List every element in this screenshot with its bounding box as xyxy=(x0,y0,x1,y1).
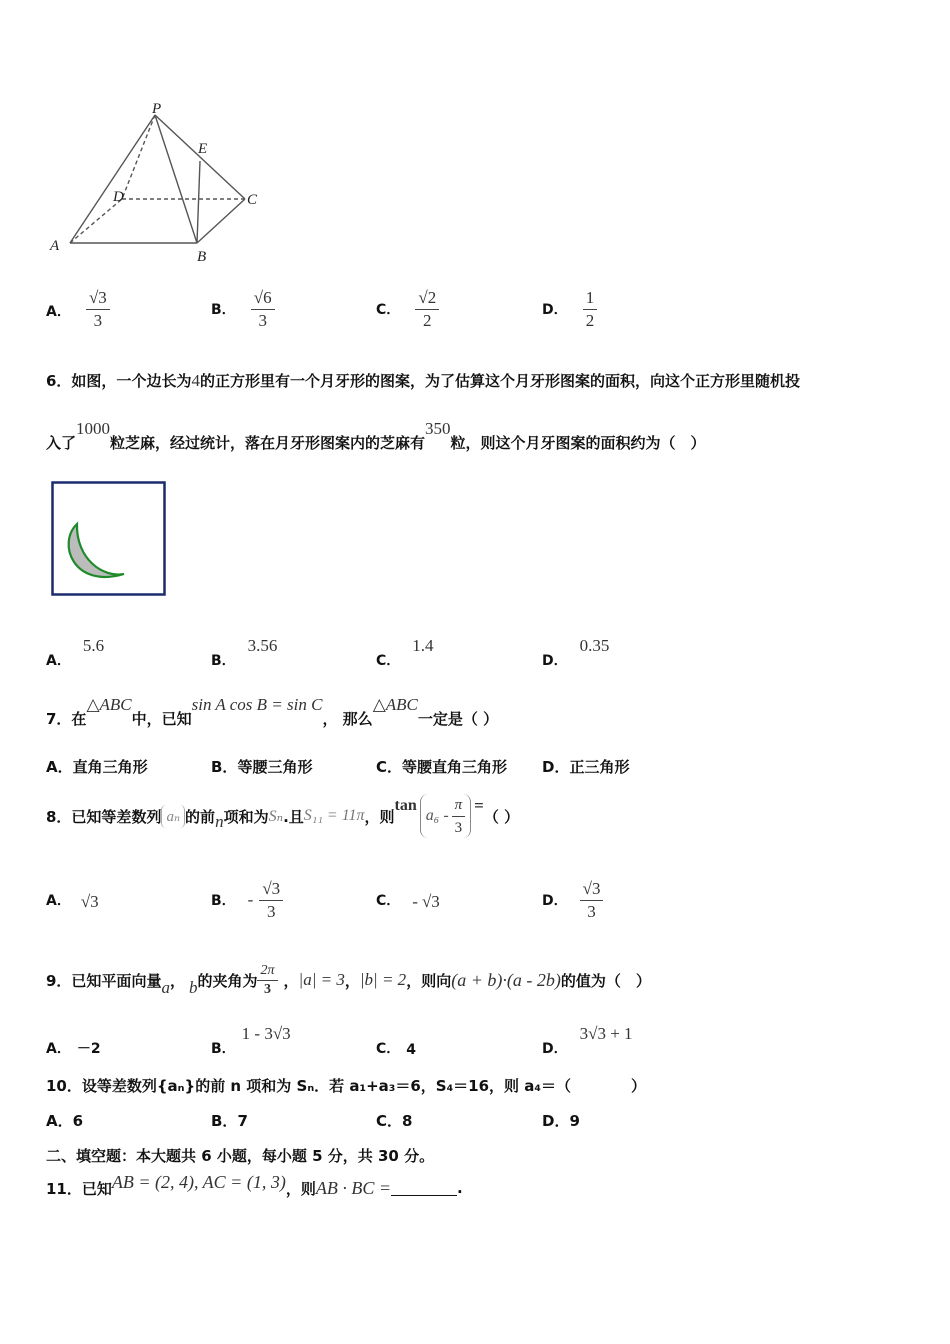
q7-option-a[interactable] xyxy=(46,756,148,777)
option-numerator: √3 xyxy=(86,287,110,310)
q9-text: 的夹角为 xyxy=(197,971,258,990)
q8-three: 3 xyxy=(454,819,463,836)
q9-angle-denominator: 3 xyxy=(263,981,271,997)
label-d: D xyxy=(113,189,124,205)
q8-option-a[interactable] xyxy=(46,874,99,926)
q6-text: 入了 xyxy=(46,434,77,452)
option-value: 等腰三角形 xyxy=(237,758,313,776)
option-value: 6 xyxy=(72,1112,84,1130)
q8-pi: π xyxy=(452,794,466,817)
q8-text: ，则 xyxy=(364,807,395,826)
q8-stem xyxy=(46,792,519,840)
option-value: 9 xyxy=(569,1112,580,1130)
option-letter: B． xyxy=(211,893,236,909)
q8-n: n xyxy=(215,812,224,831)
option-letter: D． xyxy=(542,758,570,776)
q9-option-a[interactable] xyxy=(46,1018,101,1058)
q6-total-seeds: 1000 xyxy=(76,419,111,438)
option-letter: B． xyxy=(211,653,236,669)
option-letter: C． xyxy=(376,653,401,669)
q7-triangle: △ABC xyxy=(86,695,132,714)
option-value: √3 xyxy=(421,892,440,911)
option-denominator: 3 xyxy=(587,901,596,921)
option-value: 7 xyxy=(237,1112,248,1130)
option-denominator: 3 xyxy=(267,901,276,921)
q5-option-b[interactable] xyxy=(211,287,275,332)
option-denominator: 3 xyxy=(93,311,103,330)
q8-option-b[interactable] xyxy=(211,874,283,926)
option-value: 3.56 xyxy=(247,636,278,655)
option-value: 正三角形 xyxy=(569,758,630,776)
q6-text: 的正方形里有一个月牙形的图案，为了估算这个月牙形图案的面积，向这个正方形里随机投 xyxy=(199,372,800,390)
q10-stem: 10．设等差数列{aₙ}的前 n 项和为 Sₙ．若 a₁+a₃＝6，S₄＝16，则 a₄＝（ ） xyxy=(46,1077,646,1095)
option-value: 4 xyxy=(406,1042,417,1058)
option-letter: A． xyxy=(46,893,71,909)
option-letter: B． xyxy=(211,302,236,318)
q6-text: 6．如图，一个边长为 xyxy=(46,372,192,390)
q8-text: 项和为 xyxy=(223,807,269,826)
q9-option-c[interactable] xyxy=(376,1018,416,1058)
q7-text: 一定是（ ） xyxy=(417,710,499,728)
q11-stem xyxy=(46,1170,463,1206)
option-value: 1.4 xyxy=(412,636,434,655)
q11-text: ，则 xyxy=(285,1179,316,1198)
q6-option-b[interactable] xyxy=(211,636,278,669)
q9-option-d[interactable] xyxy=(542,1018,633,1058)
q7-option-b[interactable] xyxy=(211,756,312,777)
option-letter: A． xyxy=(46,653,71,669)
q9-stem: 9．已知平面向量 a ， b 的夹角为 $\frac{2\pi}{3}$ ， |a| = 3 ， |b| = 2 ，则向 (a + b)·(a - 2b) 的值为（ ） xyxy=(46,962,651,997)
option-letter: A． xyxy=(46,1041,71,1057)
q10-option-b[interactable] xyxy=(211,1110,248,1131)
label-p: P xyxy=(152,101,162,117)
option-letter: A． xyxy=(46,758,73,776)
q9-angle-numerator: 2π xyxy=(257,962,277,981)
option-numerator: √3 xyxy=(259,878,283,901)
q6-stem-line2 xyxy=(46,418,706,452)
q6-stem-line1 xyxy=(46,370,800,391)
option-numerator: 1 xyxy=(583,287,598,310)
option-letter: D． xyxy=(542,1041,568,1057)
q8-sequence: aₙ xyxy=(161,805,185,828)
option-value: －2 xyxy=(76,1041,101,1057)
q8-option-c[interactable] xyxy=(376,874,440,926)
q9-magnitude-b: |b| = 2 xyxy=(359,970,407,989)
q6-text: 粒芝麻，经过统计，落在月牙形图案内的芝麻有 xyxy=(110,434,426,452)
q10-option-d[interactable] xyxy=(542,1110,580,1131)
option-denominator: 2 xyxy=(423,311,432,330)
q9-text: 的值为（ ） xyxy=(560,971,651,990)
q9-text: ， xyxy=(169,971,185,990)
q7-text: ， 那么 xyxy=(322,710,373,728)
option-sign: - xyxy=(247,890,254,909)
q8-text: 8．已知等差数列 xyxy=(46,807,162,826)
option-denominator: 2 xyxy=(585,311,595,330)
q6-side-length: 4 xyxy=(191,371,200,390)
q9-text: ，则向 xyxy=(406,971,452,990)
q6-text: 粒，则这个月牙图案的面积约为（ ） xyxy=(450,434,706,452)
q6-option-c[interactable] xyxy=(376,636,434,669)
option-value: 0.35 xyxy=(579,636,610,655)
q10-option-c[interactable] xyxy=(376,1110,412,1131)
option-letter: D． xyxy=(542,893,568,909)
option-letter: D． xyxy=(542,302,568,318)
q8-tan: tan xyxy=(394,797,417,814)
option-letter: C． xyxy=(376,758,403,776)
q9-expression: (a + b)·(a - 2b) xyxy=(451,969,561,990)
option-value: √3 xyxy=(80,892,99,911)
option-value: 等腰直角三角形 xyxy=(402,758,508,776)
q6-seeds-inside: 350 xyxy=(425,419,451,438)
q9-magnitude-a: |a| = 3 xyxy=(298,970,345,989)
q9-text: 9．已知平面向量 xyxy=(46,971,162,990)
q5-option-c[interactable] xyxy=(376,287,439,332)
q11-answer-blank[interactable] xyxy=(391,1181,457,1196)
q5-option-d[interactable] xyxy=(542,287,597,332)
option-letter: A． xyxy=(46,1112,73,1130)
q8-a6: a₆ - xyxy=(425,807,449,824)
option-value: 5.6 xyxy=(82,636,105,655)
q7-text: 中，已知 xyxy=(131,710,192,728)
q7-triangle: △ABC xyxy=(372,695,418,714)
q8-text: .且 xyxy=(283,807,304,826)
label-b: B xyxy=(197,249,207,265)
label-e: E xyxy=(198,141,208,157)
q9-vector-b: b xyxy=(188,978,198,997)
q7-text: 7．在 xyxy=(46,710,87,728)
option-letter: C． xyxy=(376,1041,401,1057)
q8-option-d[interactable] xyxy=(542,874,603,926)
q5-option-a[interactable] xyxy=(46,287,110,332)
option-numerator: √6 xyxy=(251,287,275,310)
q8-s11: S₁₁ = 11π xyxy=(303,807,365,824)
option-denominator: 3 xyxy=(258,311,267,330)
option-letter: D． xyxy=(542,653,568,669)
option-sign: - xyxy=(412,892,418,911)
q7-option-c[interactable] xyxy=(376,756,507,777)
option-value: 8 xyxy=(402,1112,413,1130)
q8-text: 的前 xyxy=(185,807,216,826)
option-letter: B． xyxy=(211,1041,236,1057)
q8-equals: = xyxy=(474,796,484,815)
crescent-figure xyxy=(51,481,167,597)
option-letter: D． xyxy=(542,1112,570,1130)
option-value: 1 - 3√3 xyxy=(241,1024,291,1043)
option-value: 3√3 + 1 xyxy=(579,1024,633,1043)
option-letter: C． xyxy=(376,1112,403,1130)
q9-vector-a: a xyxy=(161,978,170,997)
section-heading: 二、填空题：本大题共 6 小题，每小题 5 分，共 30 分。 xyxy=(46,1147,435,1165)
q7-stem xyxy=(46,694,499,728)
option-numerator: √2 xyxy=(415,287,439,310)
q11-expression: AB · BC = xyxy=(315,1177,391,1198)
option-letter: B． xyxy=(211,1112,238,1130)
q10-option-a[interactable] xyxy=(46,1110,83,1131)
option-value: 直角三角形 xyxy=(72,758,148,776)
option-letter: C． xyxy=(376,302,401,318)
pyramid-figure xyxy=(40,95,270,275)
q11-vectors: AB = (2, 4), AC = (1, 3) xyxy=(111,1171,286,1192)
option-letter: B． xyxy=(211,758,238,776)
q8-sn: Sₙ xyxy=(268,808,284,825)
q8-text: （ ） xyxy=(483,807,520,826)
option-letter: A． xyxy=(46,304,71,320)
q11-text: . xyxy=(456,1179,463,1197)
option-letter: C． xyxy=(376,893,401,909)
q7-option-d[interactable] xyxy=(542,756,629,777)
label-a: A xyxy=(50,238,60,254)
q11-text: 11．已知 xyxy=(46,1179,112,1198)
q6-option-a[interactable] xyxy=(46,636,105,669)
q6-option-d[interactable] xyxy=(542,636,610,669)
label-c: C xyxy=(247,192,258,208)
q9-option-b[interactable] xyxy=(211,1018,291,1058)
q7-equation: sin A cos B = sin C xyxy=(191,695,323,714)
option-numerator: √3 xyxy=(580,878,604,901)
